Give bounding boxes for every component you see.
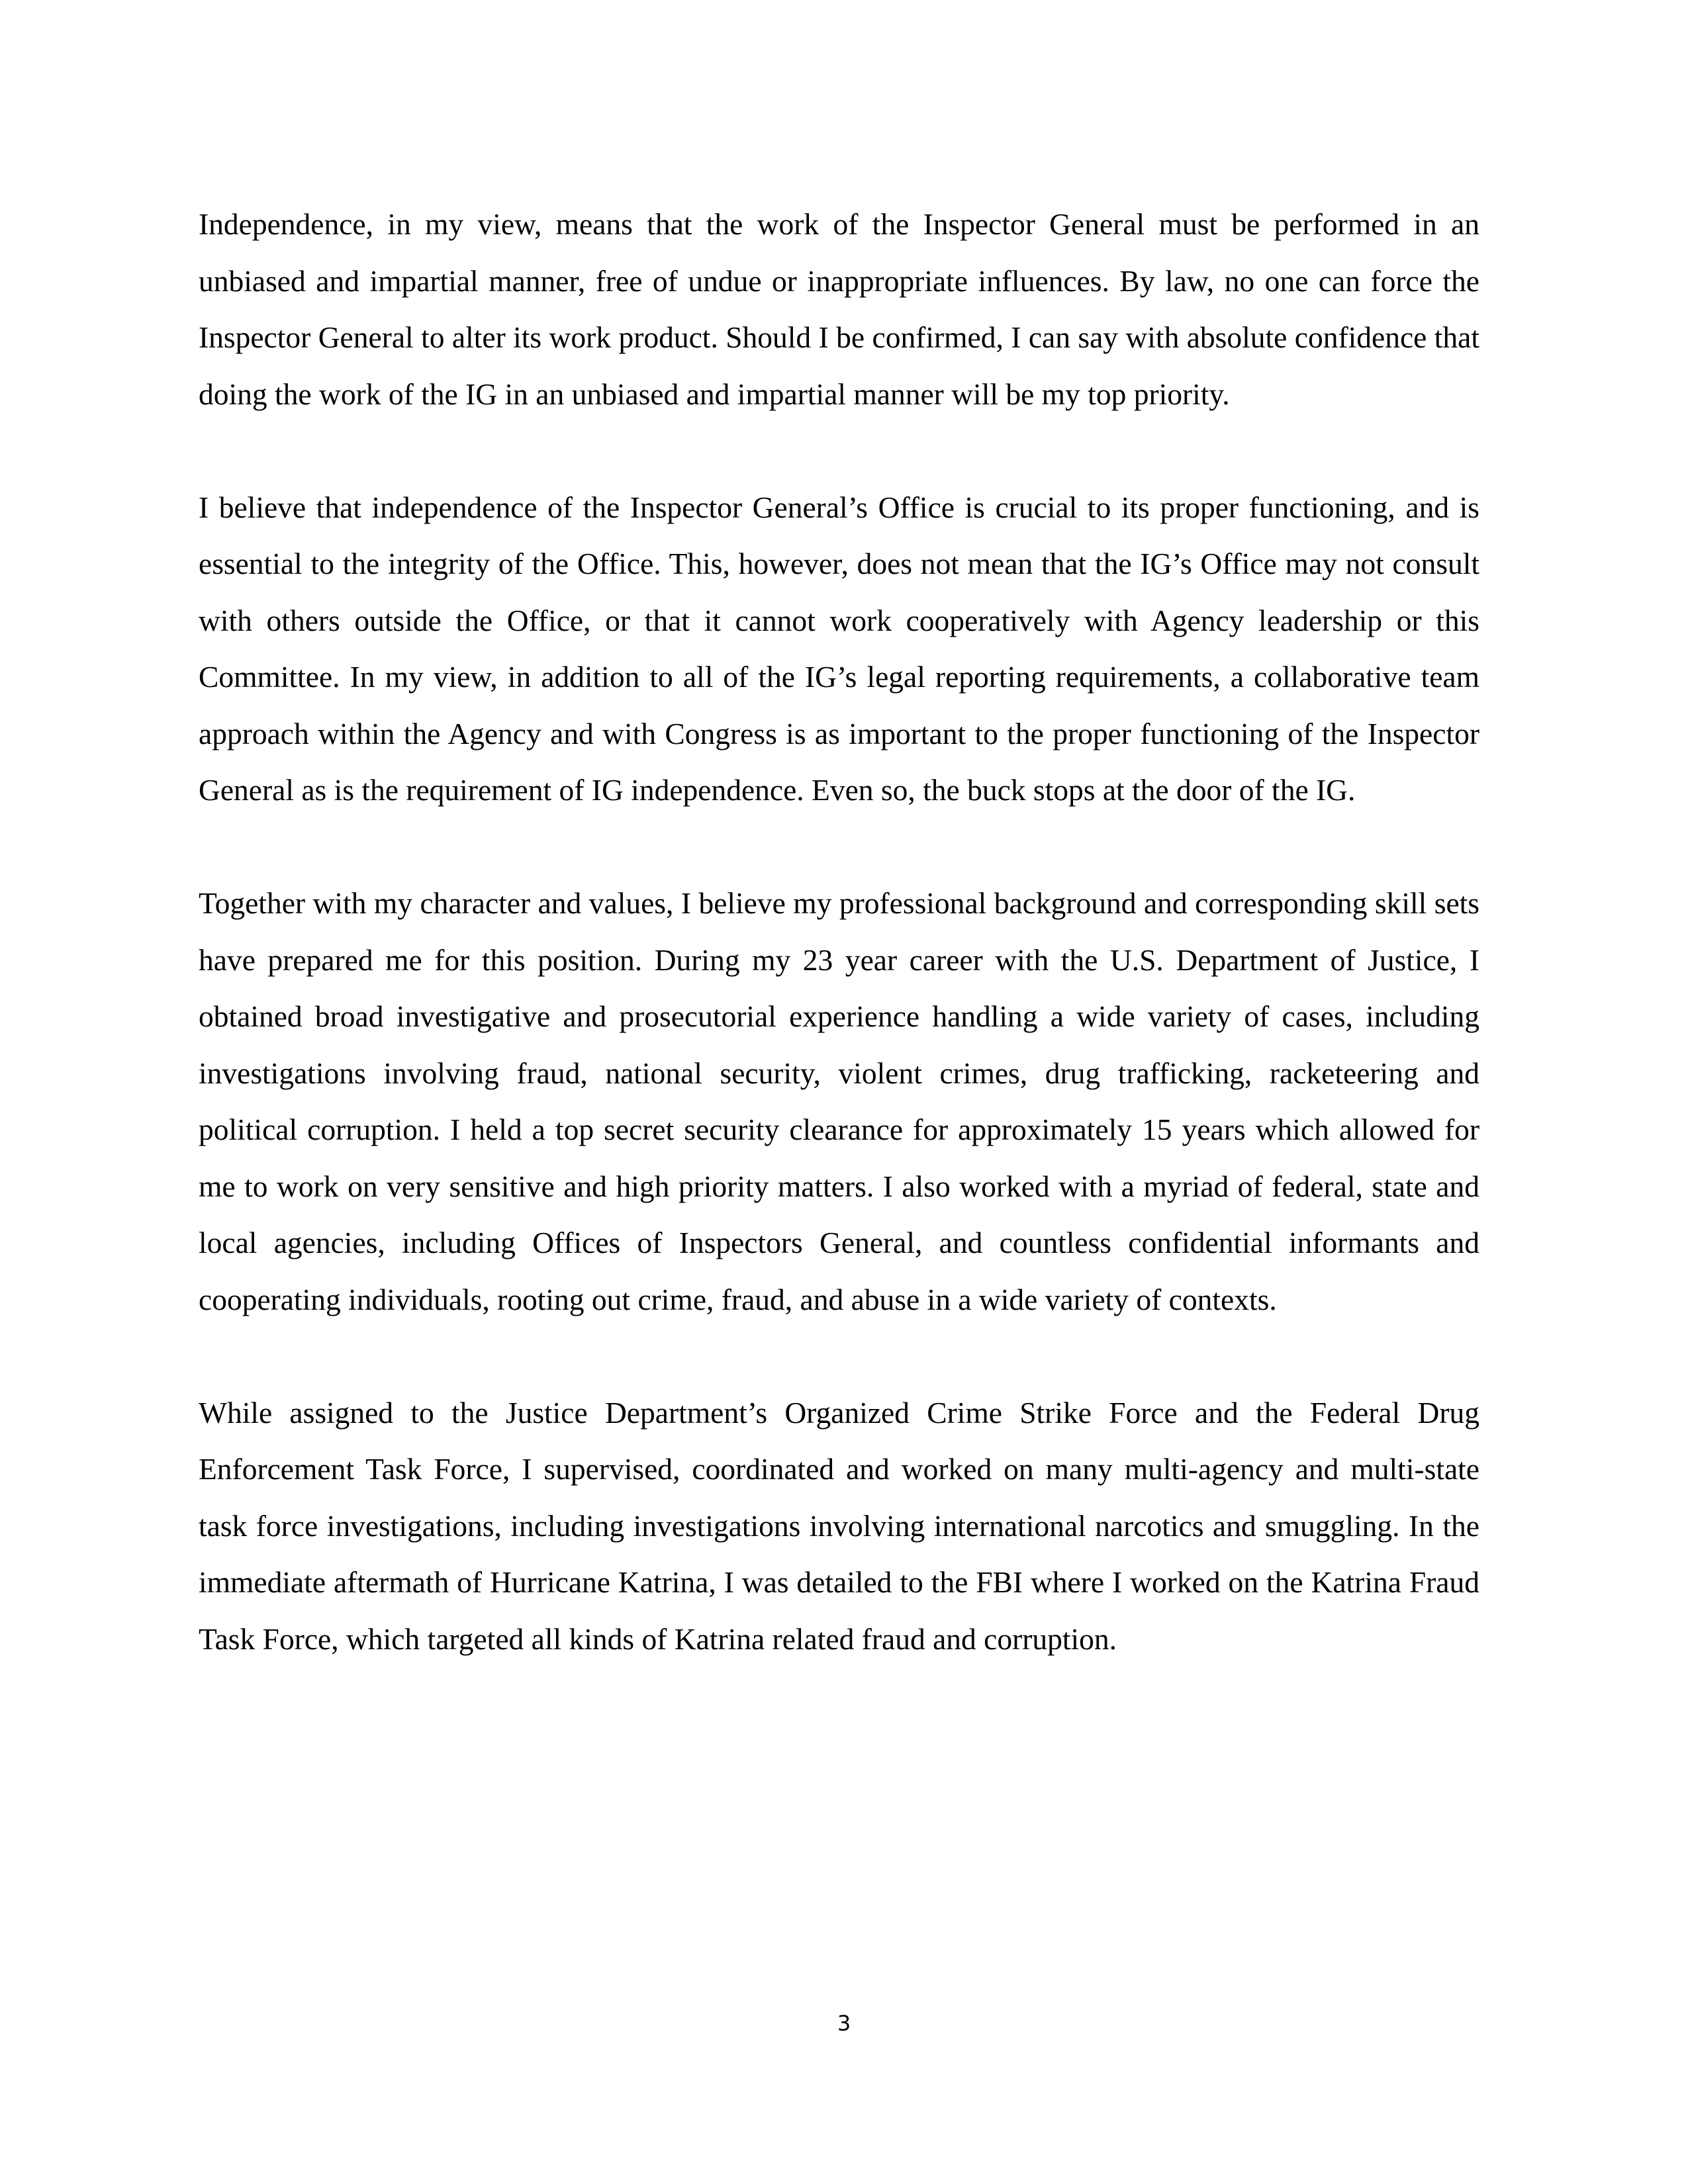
paragraph-task-force-experience: While assigned to the Justice Department’s Organized Crime Strike Force and the Federal Drug Enforcement Task Force, I supervised, coordinated and worked on many multi-agency and multi-state task force investigations, including investigations involving international narcotics and smuggling. In the immediate aftermath of Hurricane Katrina, I was detailed to the FBI where I worked on the Katrina Fraud Task Force, which targeted all kinds of Katrina related fraud and corruption. [199, 1395, 1479, 1656]
paragraph-office-independence: I believe that independence of the Inspector General’s Office is crucial to its proper functioning, and is essential to the integrity of the Office. This, however, does not mean that the IG’s Office may not consult with others outside the Office, or that it cannot work cooperatively with Agency leadership or this Committee. In my view, in addition to all of the IG’s legal reporting requirements, a collaborative team approach within the Agency and with Congress is as important to the proper functioning of the Inspector General as is the requirement of IG independence. Even so, the buck stops at the door of the IG. [199, 490, 1479, 807]
paragraph-independence-definition: Independence, in my view, means that the work of the Inspector General must be performed in an unbiased and impartial manner, free of undue or inappropriate influences. By law, no one can force the Inspector General to alter its work product. Should I be confirmed, I can say with absolute confidence that doing the work of the IG in an unbiased and impartial manner will be my top priority. [199, 207, 1479, 411]
document-body [199, 196, 1479, 1724]
page-number: 3 [837, 2011, 851, 2036]
paragraph-professional-background: Together with my character and values, I believe my professional background and corresponding skill sets have prepared me for this position. During my 23 year career with the U.S. Department of Justice, I obtained broad investigative and prosecutorial experience handling a wide variety of cases, including investigations involving fraud, national security, violent crimes, drug trafficking, racketeering and political corruption. I held a top secret security clearance for approximately 15 years which allowed for me to work on very sensitive and high priority matters. I also worked with a myriad of federal, state and local agencies, including Offices of Inspectors General, and countless confidential informants and cooperating individuals, rooting out crime, fraud, and abuse in a wide variety of contexts. [199, 886, 1479, 1316]
